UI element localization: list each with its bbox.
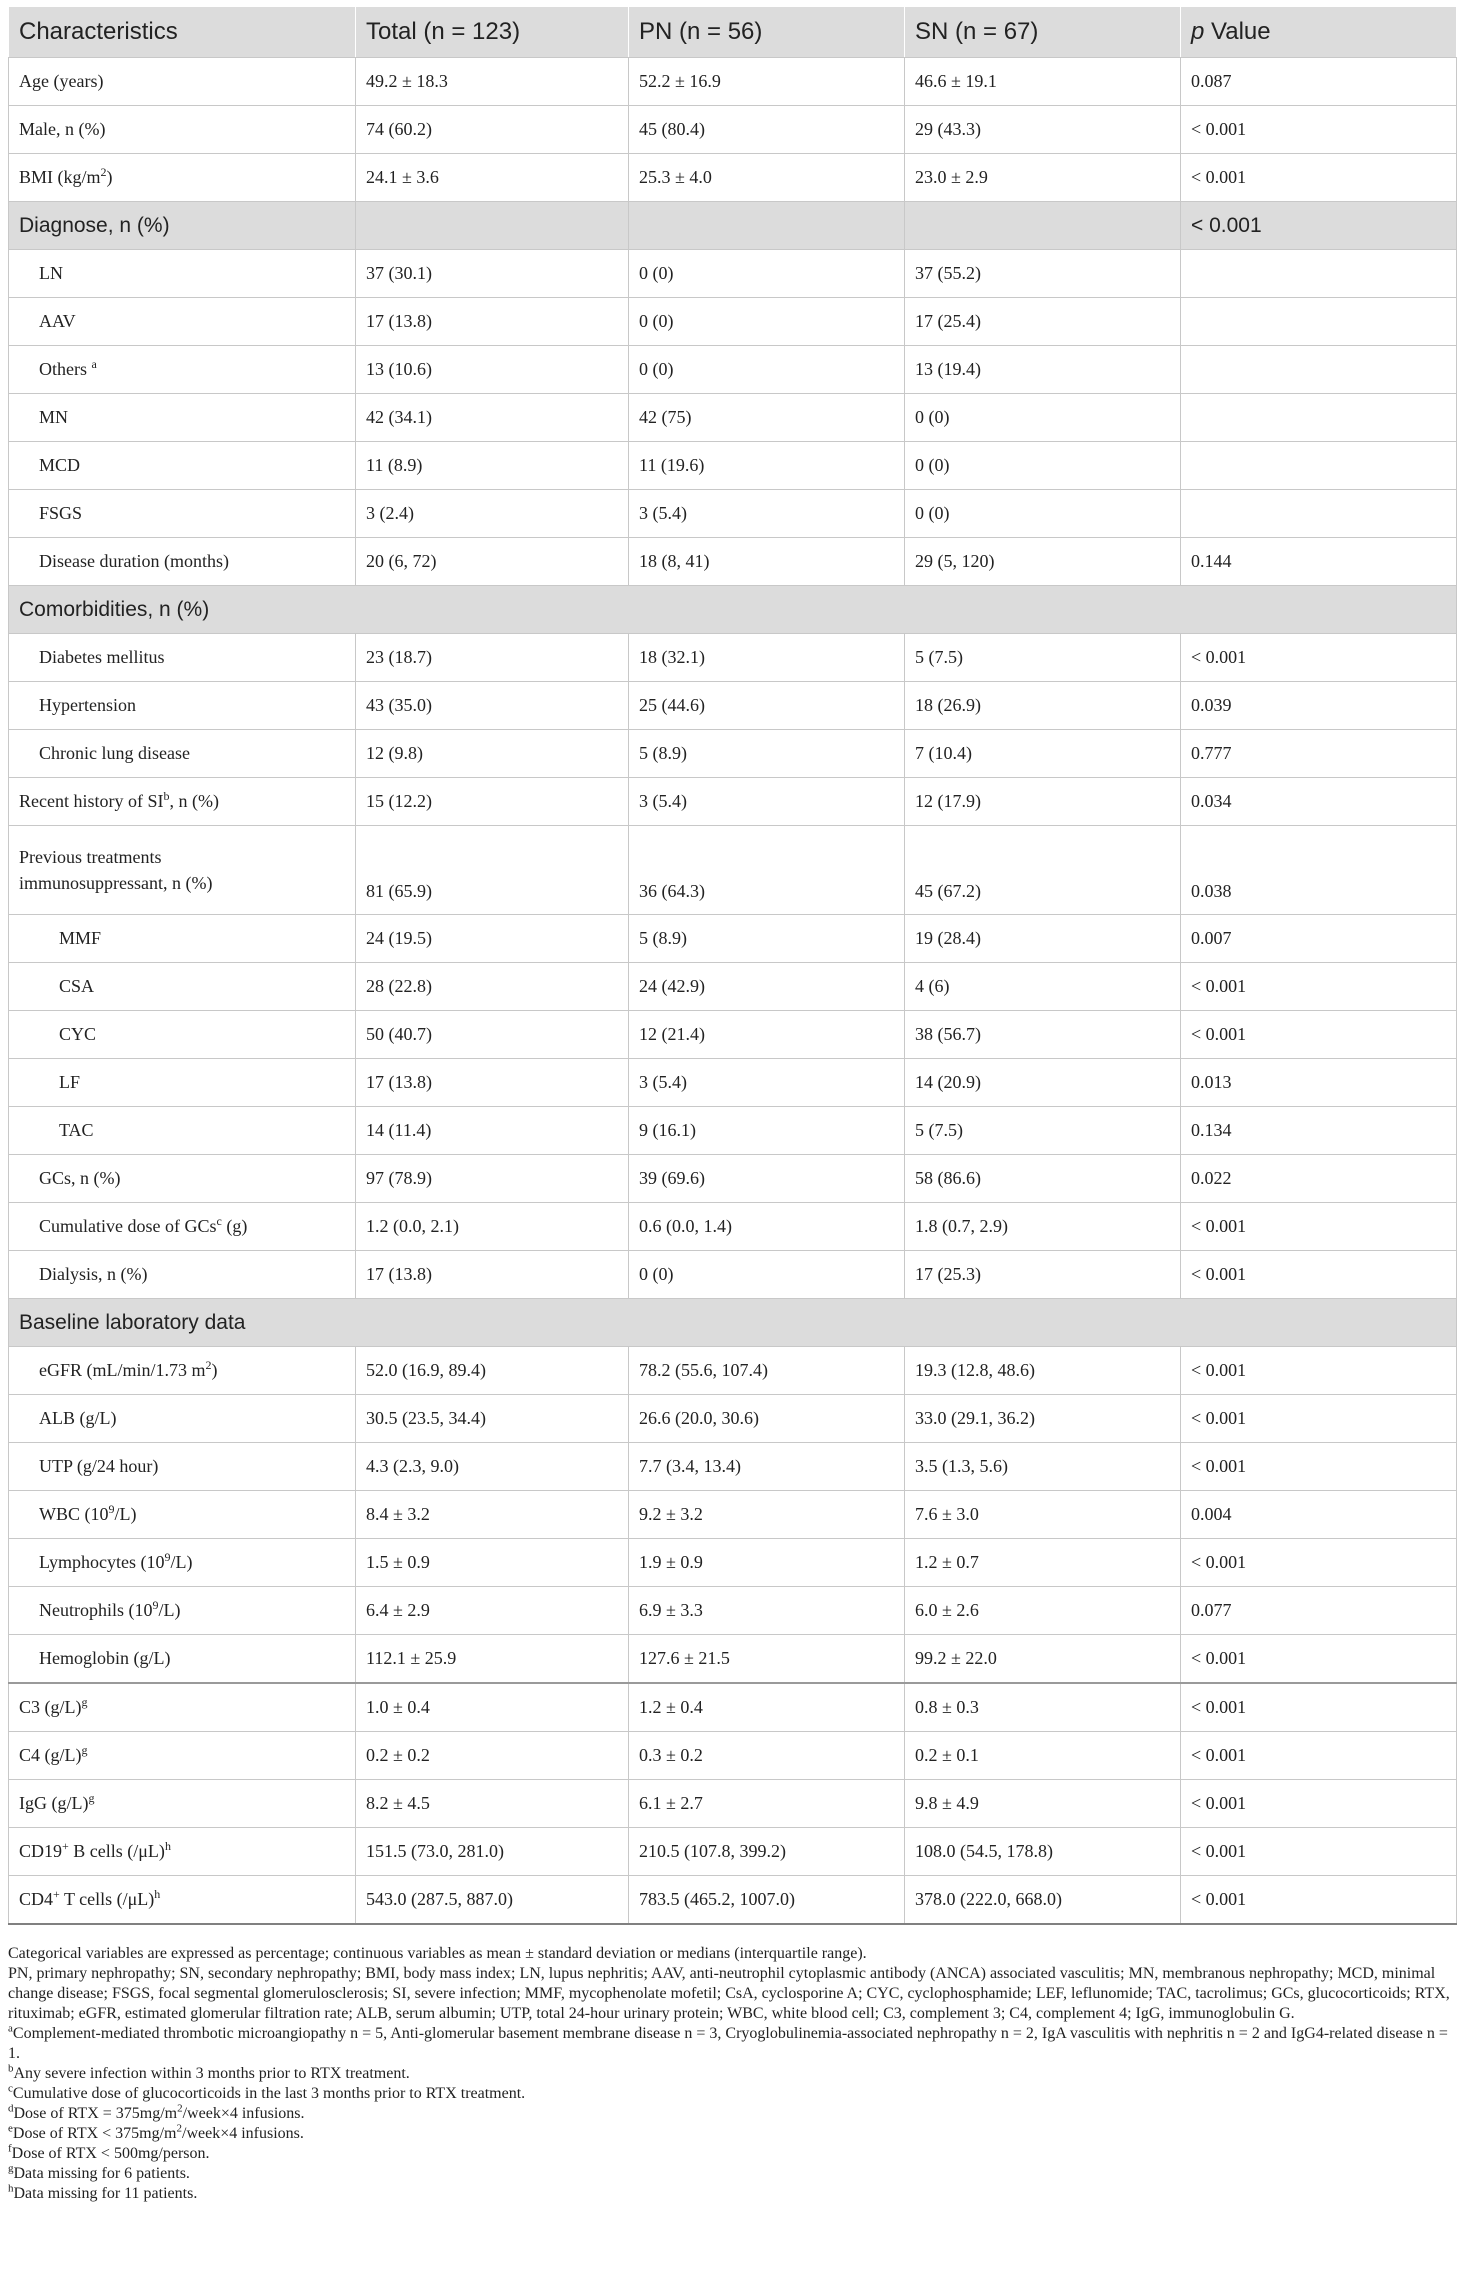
table-row-others (9, 346, 1457, 394)
footnote-g (8, 2164, 1456, 2184)
cell-total: 81 (65.9) (356, 826, 629, 915)
cell-label: Dialysis, n (%) (9, 1251, 356, 1299)
footnote-marker: g (8, 2162, 14, 2175)
cell-pn: 39 (69.6) (629, 1155, 905, 1203)
label-text: Others (39, 359, 92, 379)
cell-total (356, 202, 629, 250)
section-row-comorbidities (9, 586, 1457, 634)
cell-pn: 3 (5.4) (629, 490, 905, 538)
label-sup: g (81, 1695, 88, 1709)
cell-total: 37 (30.1) (356, 250, 629, 298)
table-row-lung (9, 730, 1457, 778)
cell-p: < 0.001 (1181, 1203, 1457, 1251)
table-row-duration (9, 538, 1457, 586)
footnote-h (8, 2184, 1456, 2204)
cell-p: 0.038 (1181, 826, 1457, 915)
cell-pn: 783.5 (465.2, 1007.0) (629, 1876, 905, 1925)
cell-label: AAV (9, 298, 356, 346)
section-label: Baseline laboratory data (9, 1299, 1457, 1347)
cell-p: < 0.001 (1181, 1011, 1457, 1059)
footnote-marker: d (8, 2102, 14, 2115)
cell-total: 30.5 (23.5, 34.4) (356, 1395, 629, 1443)
cell-sn: 7 (10.4) (905, 730, 1181, 778)
footnote-marker: a (8, 2022, 13, 2035)
table-row-aav (9, 298, 1457, 346)
label-sup: g (81, 1743, 88, 1757)
cell-p: < 0.001 (1181, 1780, 1457, 1828)
cell-total: 112.1 ± 25.9 (356, 1635, 629, 1684)
label-sup: + (62, 1839, 69, 1853)
footnote-marker: e (8, 2122, 13, 2135)
cell-sn: 7.6 ± 3.0 (905, 1491, 1181, 1539)
label-text-post: (g) (221, 1216, 248, 1236)
cell-label (9, 1203, 356, 1251)
cell-p: < 0.001 (1181, 963, 1457, 1011)
cell-p: < 0.001 (1181, 1876, 1457, 1925)
cell-pn: 0 (0) (629, 346, 905, 394)
header-pn: PN (n = 56) (629, 7, 905, 58)
cell-pn: 25.3 ± 4.0 (629, 154, 905, 202)
cell-pn: 5 (8.9) (629, 730, 905, 778)
cell-total: 1.2 (0.0, 2.1) (356, 1203, 629, 1251)
cell-pn: 0 (0) (629, 298, 905, 346)
cell-total: 42 (34.1) (356, 394, 629, 442)
footnote-text: Data missing for 6 patients. (13, 2165, 190, 2182)
table-footnotes (8, 1944, 1456, 2204)
table-row-cd19 (9, 1828, 1457, 1876)
cell-sn: 378.0 (222.0, 668.0) (905, 1876, 1181, 1925)
table-row-bmi (9, 154, 1457, 202)
footnote-marker: b (8, 2062, 14, 2075)
cell-p (1181, 298, 1457, 346)
cell-sn: 0 (0) (905, 442, 1181, 490)
label-line-2: immunosuppressant, n (%) (19, 873, 213, 893)
cell-p: < 0.001 (1181, 1251, 1457, 1299)
footnote-marker: h (8, 2182, 14, 2195)
table-row-si (9, 778, 1457, 826)
label-text-post: , n (%) (169, 791, 219, 811)
cell-sn: 46.6 ± 19.1 (905, 58, 1181, 106)
label-sup-2: h (164, 1839, 171, 1853)
label-text-post: /L) (158, 1600, 181, 1620)
cell-sn: 14 (20.9) (905, 1059, 1181, 1107)
cell-sn: 23.0 ± 2.9 (905, 154, 1181, 202)
cell-total: 0.2 ± 0.2 (356, 1732, 629, 1780)
cell-total: 28 (22.8) (356, 963, 629, 1011)
label-sup: g (88, 1791, 95, 1805)
cell-total: 13 (10.6) (356, 346, 629, 394)
cell-pn: 1.9 ± 0.9 (629, 1539, 905, 1587)
cell-pn: 3 (5.4) (629, 778, 905, 826)
cell-label: Chronic lung disease (9, 730, 356, 778)
table-row-c3 (9, 1683, 1457, 1732)
table-row-neutrophils (9, 1587, 1457, 1635)
footnote-summary: Categorical variables are expressed as percentage; continuous variables as mean ± standard deviation or medians (interquartile range). (8, 1945, 867, 1962)
cell-p (1181, 490, 1457, 538)
cell-label: LN (9, 250, 356, 298)
cell-label (9, 1347, 356, 1395)
cell-total: 43 (35.0) (356, 682, 629, 730)
cell-sn: 29 (5, 120) (905, 538, 1181, 586)
cell-total: 24.1 ± 3.6 (356, 154, 629, 202)
cell-label: LF (9, 1059, 356, 1107)
cell-label (9, 1828, 356, 1876)
cell-sn: 17 (25.4) (905, 298, 1181, 346)
cell-total: 17 (13.8) (356, 298, 629, 346)
cell-total: 4.3 (2.3, 9.0) (356, 1443, 629, 1491)
label-text: C4 (g/L) (19, 1745, 82, 1765)
cell-label: CSA (9, 963, 356, 1011)
cell-pn: 6.9 ± 3.3 (629, 1587, 905, 1635)
label-sup: a (91, 357, 97, 371)
footnote-text: Dose of RTX < 500mg/person. (11, 2145, 210, 2162)
cell-total: 20 (6, 72) (356, 538, 629, 586)
cell-pn: 24 (42.9) (629, 963, 905, 1011)
cell-sn: 108.0 (54.5, 178.8) (905, 1828, 1181, 1876)
cell-p: 0.144 (1181, 538, 1457, 586)
cell-p: 0.087 (1181, 58, 1457, 106)
header-p-italic: p (1191, 18, 1205, 45)
cell-label (9, 1876, 356, 1925)
cell-label (9, 778, 356, 826)
footnote-text-post: /week×4 infusions. (182, 2125, 304, 2142)
cell-label (9, 154, 356, 202)
section-row-baseline (9, 1299, 1457, 1347)
cell-total: 74 (60.2) (356, 106, 629, 154)
label-text: BMI (kg/m (19, 167, 101, 187)
cell-label (9, 1587, 356, 1635)
footnote-d (8, 2104, 1456, 2124)
table-row-cd4 (9, 1876, 1457, 1925)
cell-total: 17 (13.8) (356, 1059, 629, 1107)
table-row-dialysis (9, 1251, 1457, 1299)
cell-pn: 0 (0) (629, 1251, 905, 1299)
footnote-text: Dose of RTX < 375mg/m (12, 2125, 177, 2142)
table-row-tac (9, 1107, 1457, 1155)
cell-sn: 1.8 (0.7, 2.9) (905, 1203, 1181, 1251)
cell-pn: 9 (16.1) (629, 1107, 905, 1155)
cell-pn: 1.2 ± 0.4 (629, 1683, 905, 1732)
cell-p: < 0.001 (1181, 1347, 1457, 1395)
label-text: C3 (g/L) (19, 1697, 82, 1717)
cell-total: 6.4 ± 2.9 (356, 1587, 629, 1635)
table-row-csa (9, 963, 1457, 1011)
cell-pn: 18 (32.1) (629, 634, 905, 682)
cell-total: 23 (18.7) (356, 634, 629, 682)
cell-total: 11 (8.9) (356, 442, 629, 490)
table-row-mmf (9, 915, 1457, 963)
footnote-marker: f (8, 2142, 12, 2155)
cell-p (1181, 394, 1457, 442)
cell-label: FSGS (9, 490, 356, 538)
footnote-text: Any severe infection within 3 months prior to RTX treatment. (13, 2065, 410, 2082)
label-text: CD4 (19, 1889, 54, 1909)
table-row-lf (9, 1059, 1457, 1107)
cell-total: 14 (11.4) (356, 1107, 629, 1155)
cell-p (1181, 442, 1457, 490)
table-row-previous-treatments (9, 826, 1457, 915)
cell-sn: 19.3 (12.8, 48.6) (905, 1347, 1181, 1395)
cell-label: UTP (g/24 hour) (9, 1443, 356, 1491)
table-row-egfr (9, 1347, 1457, 1395)
table-row-ln (9, 250, 1457, 298)
label-text: IgG (g/L) (19, 1793, 89, 1813)
table-row-diabetes (9, 634, 1457, 682)
cell-p: < 0.001 (1181, 1539, 1457, 1587)
footnote-text: Dose of RTX = 375mg/m (13, 2105, 178, 2122)
cell-total: 52.0 (16.9, 89.4) (356, 1347, 629, 1395)
cell-sn: 1.2 ± 0.7 (905, 1539, 1181, 1587)
cell-total: 1.0 ± 0.4 (356, 1683, 629, 1732)
cell-label: MCD (9, 442, 356, 490)
table-row-male (9, 106, 1457, 154)
label-sup: 2 (205, 1358, 212, 1372)
cell-pn: 127.6 ± 21.5 (629, 1635, 905, 1684)
cell-p: < 0.001 (1181, 154, 1457, 202)
cell-pn: 7.7 (3.4, 13.4) (629, 1443, 905, 1491)
footnote-a (8, 2024, 1456, 2064)
cell-sn: 17 (25.3) (905, 1251, 1181, 1299)
cell-pn: 36 (64.3) (629, 826, 905, 915)
cell-sn: 38 (56.7) (905, 1011, 1181, 1059)
cell-pn: 11 (19.6) (629, 442, 905, 490)
cell-label (9, 1539, 356, 1587)
cell-label: ALB (g/L) (9, 1395, 356, 1443)
cell-label: MMF (9, 915, 356, 963)
cell-p: 0.039 (1181, 682, 1457, 730)
table-row-igg (9, 1780, 1457, 1828)
cell-sn: 0 (0) (905, 490, 1181, 538)
table-row-alb (9, 1395, 1457, 1443)
cell-p: < 0.001 (1181, 634, 1457, 682)
cell-pn: 78.2 (55.6, 107.4) (629, 1347, 905, 1395)
footnote-text: Complement-mediated thrombotic microangiopathy n = 5, Anti-glomerular basement membrane disease n = 3, Cryoglobulinemia-associated nephropathy n = 2, IgA vasculitis with nephritis n = 2 and IgG4-related disease n = 1. (8, 2025, 1448, 2062)
cell-pn: 6.1 ± 2.7 (629, 1780, 905, 1828)
table-row-lymphocytes (9, 1539, 1457, 1587)
table-row-gcs (9, 1155, 1457, 1203)
cell-p: < 0.001 (1181, 202, 1457, 250)
cell-total: 3 (2.4) (356, 490, 629, 538)
label-sup: b (163, 789, 170, 803)
header-p-value (1181, 7, 1457, 58)
label-text-mid: T cells (/μL) (59, 1889, 155, 1909)
table-row-c4 (9, 1732, 1457, 1780)
footnote-c (8, 2084, 1456, 2104)
cell-sn: 37 (55.2) (905, 250, 1181, 298)
cell-pn: 210.5 (107.8, 399.2) (629, 1828, 905, 1876)
cell-p: < 0.001 (1181, 1443, 1457, 1491)
cell-pn: 0.3 ± 0.2 (629, 1732, 905, 1780)
cell-sn: 19 (28.4) (905, 915, 1181, 963)
cell-pn (629, 202, 905, 250)
footnote-marker: c (8, 2082, 13, 2095)
cell-p: < 0.001 (1181, 106, 1457, 154)
cell-label (9, 1780, 356, 1828)
table-row-hypertension (9, 682, 1457, 730)
table-row-wbc (9, 1491, 1457, 1539)
cell-pn: 26.6 (20.0, 30.6) (629, 1395, 905, 1443)
cell-label: Disease duration (months) (9, 538, 356, 586)
cell-label (9, 826, 356, 915)
label-text: Cumulative dose of GCs (39, 1216, 217, 1236)
label-text: Lymphocytes (10 (39, 1552, 165, 1572)
cell-label (9, 346, 356, 394)
cell-pn: 18 (8, 41) (629, 538, 905, 586)
table-row-utp (9, 1443, 1457, 1491)
cell-total: 8.2 ± 4.5 (356, 1780, 629, 1828)
cell-p: 0.134 (1181, 1107, 1457, 1155)
label-sup: 9 (164, 1550, 171, 1564)
header-p-rest: Value (1204, 18, 1271, 45)
table-header-row (9, 7, 1457, 58)
footnote-b (8, 2064, 1456, 2084)
footnote-abbreviations: PN, primary nephropathy; SN, secondary nephropathy; BMI, body mass index; LN, lupus nephritis; AAV, anti-neutrophil cytoplasmic antibody (ANCA) associated vasculitis; MN, membranous nephropathy; MCD, minimal change disease; FSGS, focal segmental glomerulosclerosis; SI, severe infection; MMF, mycophenolate mofetil; CsA, cyclosporine A; CYC, cyclophosphamide; LEF, leflunomide; TAC, tacrolimus; GCs, glucocorticoids; RTX, rituximab; eGFR, estimated glomerular filtration rate; ALB, serum albumin; UTP, total 24-hour urinary protein; WBC, white blood cell; C3, complement 3; C4, complement 4; IgG, immunoglobulin G. (8, 1965, 1450, 2022)
section-label: Comorbidities, n (%) (9, 586, 1457, 634)
label-text: CD19 (19, 1841, 63, 1861)
header-characteristics: Characteristics (9, 7, 356, 58)
cell-sn: 33.0 (29.1, 36.2) (905, 1395, 1181, 1443)
section-row-diagnose (9, 202, 1457, 250)
footnote-text: Cumulative dose of glucocorticoids in the last 3 months prior to RTX treatment. (12, 2085, 526, 2102)
cell-sn: 9.8 ± 4.9 (905, 1780, 1181, 1828)
cell-sn: 99.2 ± 22.0 (905, 1635, 1181, 1684)
table-row-age (9, 58, 1457, 106)
cell-total: 97 (78.9) (356, 1155, 629, 1203)
cell-total: 543.0 (287.5, 887.0) (356, 1876, 629, 1925)
cell-pn: 0 (0) (629, 250, 905, 298)
label-text-post: /L) (170, 1552, 193, 1572)
cell-p: 0.077 (1181, 1587, 1457, 1635)
cell-label: Male, n (%) (9, 106, 356, 154)
cell-p (1181, 346, 1457, 394)
cell-sn: 13 (19.4) (905, 346, 1181, 394)
label-text: Neutrophils (10 (39, 1600, 153, 1620)
cell-pn: 12 (21.4) (629, 1011, 905, 1059)
cell-label (9, 1683, 356, 1732)
footnote-sup: 2 (176, 2122, 182, 2135)
cell-pn: 45 (80.4) (629, 106, 905, 154)
cell-label (9, 1491, 356, 1539)
label-sup: 2 (100, 165, 107, 179)
label-sup-2: h (154, 1887, 161, 1901)
label-text-mid: B cells (/μL) (68, 1841, 165, 1861)
cell-pn: 52.2 ± 16.9 (629, 58, 905, 106)
cell-p: 0.034 (1181, 778, 1457, 826)
header-total: Total (n = 123) (356, 7, 629, 58)
cell-pn: 3 (5.4) (629, 1059, 905, 1107)
cell-sn: 3.5 (1.3, 5.6) (905, 1443, 1181, 1491)
cell-sn: 0.2 ± 0.1 (905, 1732, 1181, 1780)
footnote-text: Data missing for 11 patients. (13, 2185, 198, 2202)
cell-total: 1.5 ± 0.9 (356, 1539, 629, 1587)
cell-total: 50 (40.7) (356, 1011, 629, 1059)
cell-p: < 0.001 (1181, 1828, 1457, 1876)
footnote-sup: 2 (177, 2102, 183, 2115)
table-row-hemoglobin (9, 1635, 1457, 1684)
cell-p: < 0.001 (1181, 1635, 1457, 1684)
table-row-fsgs (9, 490, 1457, 538)
cell-pn: 42 (75) (629, 394, 905, 442)
table-row-mcd (9, 442, 1457, 490)
cell-label: CYC (9, 1011, 356, 1059)
cell-sn: 18 (26.9) (905, 682, 1181, 730)
cell-sn: 5 (7.5) (905, 1107, 1181, 1155)
cell-total: 17 (13.8) (356, 1251, 629, 1299)
cell-p: < 0.001 (1181, 1732, 1457, 1780)
cell-total: 15 (12.2) (356, 778, 629, 826)
cell-sn: 12 (17.9) (905, 778, 1181, 826)
cell-total: 151.5 (73.0, 281.0) (356, 1828, 629, 1876)
table-row-cyc (9, 1011, 1457, 1059)
cell-label: MN (9, 394, 356, 442)
label-text-post: ) (211, 1360, 218, 1380)
cell-sn: 0 (0) (905, 394, 1181, 442)
header-sn: SN (n = 67) (905, 7, 1181, 58)
cell-p: 0.013 (1181, 1059, 1457, 1107)
cell-pn: 9.2 ± 3.2 (629, 1491, 905, 1539)
footnote-text-post: /week×4 infusions. (182, 2105, 305, 2122)
table-row-mn (9, 394, 1457, 442)
cell-p (1181, 250, 1457, 298)
cell-label: Age (years) (9, 58, 356, 106)
label-text-post: /L) (114, 1504, 137, 1524)
label-sup: 9 (108, 1502, 115, 1516)
label-sup: 9 (152, 1598, 159, 1612)
cell-p: < 0.001 (1181, 1683, 1457, 1732)
label-text: WBC (10 (39, 1504, 109, 1524)
label-sup: + (53, 1887, 60, 1901)
cell-label: GCs, n (%) (9, 1155, 356, 1203)
cell-pn: 0.6 (0.0, 1.4) (629, 1203, 905, 1251)
cell-p: < 0.001 (1181, 1395, 1457, 1443)
cell-label: Hypertension (9, 682, 356, 730)
cell-sn (905, 202, 1181, 250)
cell-p: 0.004 (1181, 1491, 1457, 1539)
cell-p: 0.022 (1181, 1155, 1457, 1203)
characteristics-table (8, 6, 1457, 1925)
cell-label (9, 1732, 356, 1780)
cell-total: 24 (19.5) (356, 915, 629, 963)
label-text: eGFR (mL/min/1.73 m (39, 1360, 206, 1380)
cell-p: 0.777 (1181, 730, 1457, 778)
label-text: Recent history of SI (19, 791, 164, 811)
cell-pn: 5 (8.9) (629, 915, 905, 963)
cell-sn: 6.0 ± 2.6 (905, 1587, 1181, 1635)
cell-total: 49.2 ± 18.3 (356, 58, 629, 106)
cell-label: Hemoglobin (g/L) (9, 1635, 356, 1684)
cell-sn: 4 (6) (905, 963, 1181, 1011)
cell-sn: 45 (67.2) (905, 826, 1181, 915)
section-label: Diagnose, n (%) (9, 202, 356, 250)
label-text-post: ) (106, 167, 113, 187)
table-row-cumulative-dose (9, 1203, 1457, 1251)
cell-label: Diabetes mellitus (9, 634, 356, 682)
cell-sn: 5 (7.5) (905, 634, 1181, 682)
footnote-e (8, 2124, 1456, 2144)
cell-sn: 29 (43.3) (905, 106, 1181, 154)
footnote-f (8, 2144, 1456, 2164)
cell-total: 12 (9.8) (356, 730, 629, 778)
label-line-1: Previous treatments (19, 847, 162, 867)
cell-label: TAC (9, 1107, 356, 1155)
cell-total: 8.4 ± 3.2 (356, 1491, 629, 1539)
cell-p: 0.007 (1181, 915, 1457, 963)
label-sup: c (216, 1214, 222, 1228)
cell-pn: 25 (44.6) (629, 682, 905, 730)
cell-sn: 0.8 ± 0.3 (905, 1683, 1181, 1732)
cell-sn: 58 (86.6) (905, 1155, 1181, 1203)
